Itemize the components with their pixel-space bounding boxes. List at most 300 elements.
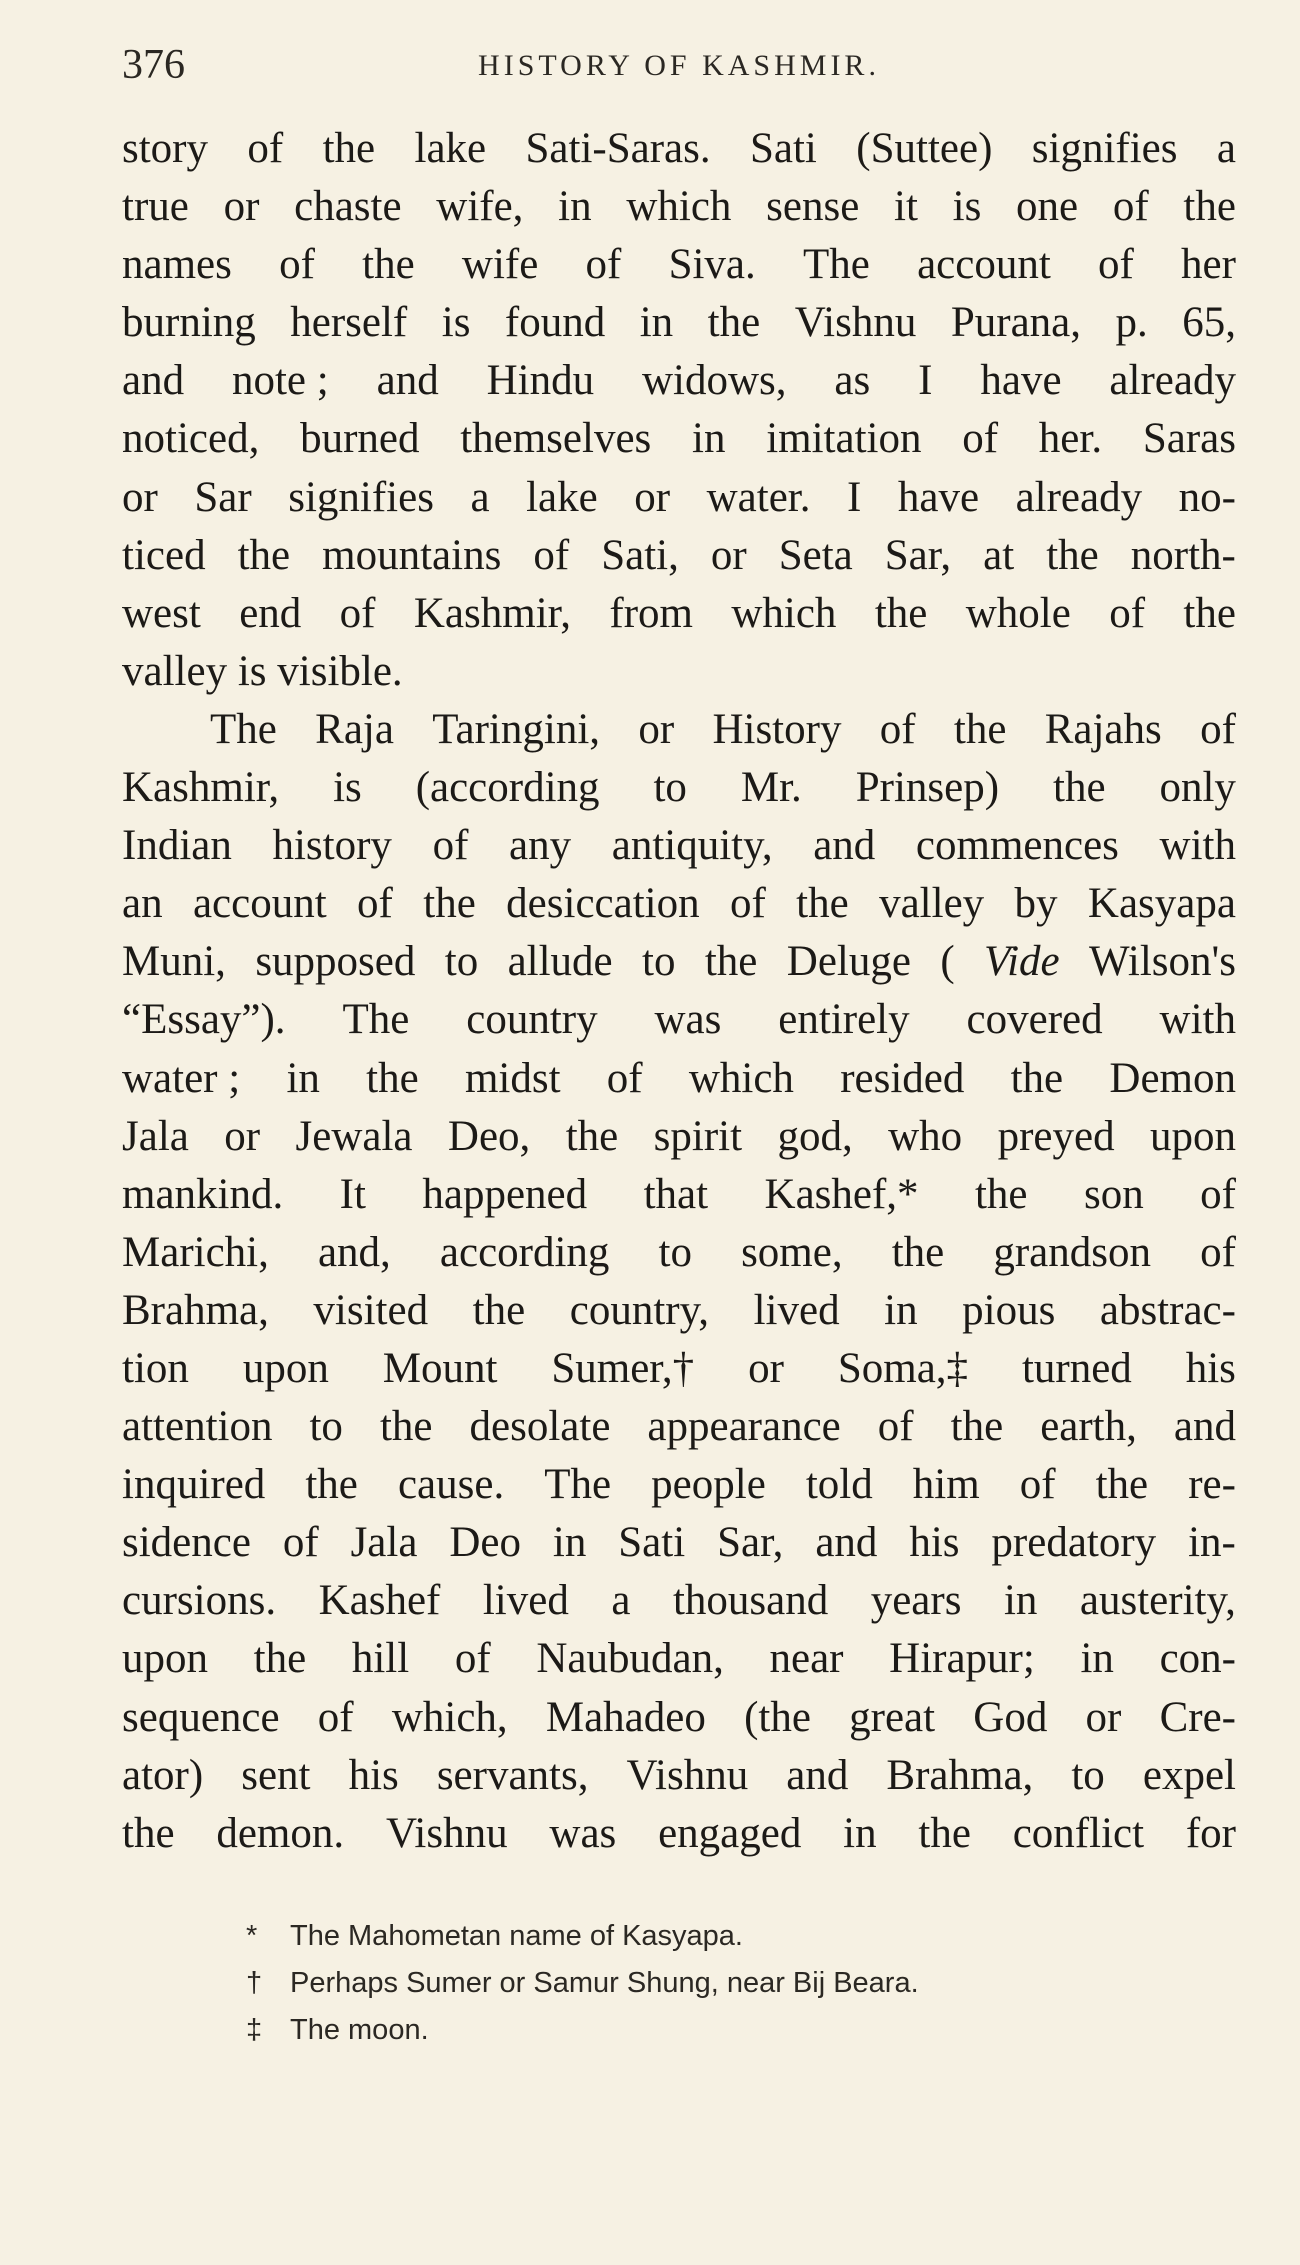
word: with [1159,996,1236,1044]
word: or [710,531,747,579]
text-line [122,1050,1236,1108]
word: the [1095,1461,1149,1509]
running-title: HISTORY OF KASHMIR. [478,49,880,82]
word: of [1019,1461,1056,1509]
word: of [877,1403,914,1451]
word: his [1185,1344,1236,1392]
word: Jala [122,1112,189,1160]
word: end [239,589,302,637]
word: of [606,1054,643,1102]
word: Deluge [786,938,911,986]
word: Kashmir, [413,589,571,637]
word: wife [461,241,539,289]
word: a [470,473,490,521]
word: Muni, [122,938,226,986]
word: the [423,880,476,928]
footnote-text: The Mahometan name of Kasyapa. [290,1920,743,1952]
footnote-text: The moon. [290,2014,429,2046]
word: pious [962,1286,1056,1334]
word: account [192,880,327,928]
word: a [1216,125,1236,172]
word: the [122,1809,175,1857]
word: signifies [1031,125,1178,172]
word: Kashef [318,1577,441,1625]
word: I [918,357,933,405]
word: history [272,822,392,870]
word: and [376,357,439,405]
word: Cre- [1159,1693,1236,1741]
footnote-mark: ‡ [246,2014,263,2046]
text-line [122,585,1236,643]
word: abstrac- [1099,1286,1236,1334]
word: according [439,1228,610,1276]
word: was [549,1809,617,1857]
word: midst [464,1054,561,1102]
text-line [122,643,1236,701]
word: the [974,1170,1028,1218]
word: the [918,1809,971,1857]
word: ticed [122,531,206,579]
word: whole [965,589,1071,637]
word: and [1173,1403,1236,1451]
word: Naubudan, [536,1635,724,1683]
text-line [122,1689,1236,1747]
text-line [122,1166,1236,1224]
word: inquired [122,1461,266,1509]
word: for [1185,1809,1236,1857]
word: desiccation [506,880,700,928]
word: years [870,1577,962,1625]
word: valley [879,880,985,928]
word: sidence [122,1519,251,1567]
word: is [333,764,362,812]
word: found [504,299,606,347]
word: told [805,1461,873,1509]
word: some, [741,1228,843,1276]
word: Mount [382,1344,498,1392]
word: him [912,1461,980,1509]
word: Sati [618,1519,686,1567]
word: spirit [653,1112,743,1160]
word: Demon [1109,1054,1236,1102]
word: or [638,705,675,753]
word: (the [744,1693,811,1741]
word: The [802,241,870,289]
word: to [1071,1751,1105,1799]
word: covered [966,996,1103,1044]
page-number: 376 [122,42,185,88]
word: of [879,705,916,753]
word: tion [122,1344,189,1392]
word: sense [766,183,860,231]
word: valley [122,647,228,695]
word: or [122,473,158,521]
text-line [122,469,1236,527]
word: Vishnu [385,1809,508,1857]
text-line [122,120,1236,178]
word: p. [1115,299,1148,347]
word: the [472,1286,526,1334]
word: the [1046,531,1099,579]
word: of [454,1635,491,1683]
word: (according [415,764,600,812]
footnote [122,1913,1236,1960]
word: Sati-Saras. [525,125,711,172]
word: demon. [216,1809,345,1857]
word: God [973,1693,1048,1741]
word: at [983,531,1015,579]
word: or [748,1344,784,1392]
word: people [651,1461,766,1509]
footnote-mark: * [246,1920,258,1952]
word: any [509,822,572,870]
text-line [122,1456,1236,1514]
word: the [237,531,291,579]
word: her. [1038,415,1103,463]
word: already [1015,473,1143,521]
word: the [1010,1054,1064,1102]
word: resided [840,1054,965,1102]
word: which [731,589,837,637]
word: 65, [1182,299,1236,347]
word: Brahma, [122,1286,269,1334]
word: his [348,1751,399,1799]
word: water ; [122,1054,241,1102]
word: of [962,415,999,463]
word: in [1080,1635,1114,1683]
word: imitation [766,415,922,463]
word: The [210,705,277,753]
word: ( [940,938,955,986]
body-text [122,120,1236,1863]
text-line [122,1398,1236,1456]
word: in [639,299,674,347]
word: of [279,241,315,289]
word: one [1016,183,1079,231]
word: or [1085,1693,1122,1741]
text-line [122,759,1236,817]
word: Jala [350,1519,418,1567]
word: of [1109,589,1146,637]
word: or [224,1112,261,1160]
word: supposed [255,938,416,986]
word: water. [706,473,811,521]
word: upon [242,1344,329,1392]
word: Deo [449,1519,521,1567]
word: country, [569,1286,710,1334]
word: antiquity, [611,822,773,870]
word: Seta [778,531,853,579]
word: Rajahs [1044,705,1162,753]
word: was [654,996,722,1044]
word: Wilson's [1089,938,1236,986]
word: chaste [294,183,402,231]
word: in [692,415,726,463]
word: an [122,880,163,928]
word: lake [526,473,598,521]
word: Siva. [668,241,756,289]
word: widows, [641,357,787,405]
word: or [634,473,671,521]
word: signifies [288,473,434,521]
word: story [122,125,208,172]
word: Jewala [295,1112,413,1160]
word: already [1109,357,1236,405]
word: themselves [460,415,652,463]
word: austerity, [1079,1577,1236,1625]
word: Taringini, [432,705,601,753]
word: account [917,241,1051,289]
word: thousand [672,1577,829,1625]
word: of [533,531,570,579]
word: and [122,357,185,405]
word: names [122,241,232,289]
word: that [643,1170,709,1218]
word: the [322,125,376,172]
word: is [237,647,267,695]
text-line [122,236,1236,294]
word: conflict [1012,1809,1145,1857]
word: have [897,473,980,521]
word: of [1200,705,1236,753]
word: is [952,183,982,231]
word: of [1097,241,1134,289]
word: lived [753,1286,840,1334]
word: Purana, [950,299,1081,347]
word: Raja [315,705,394,753]
text-line [122,991,1236,1049]
text-line [122,817,1236,875]
word: have [980,357,1062,405]
word: (Suttee) [856,125,993,172]
word: her [1181,241,1236,289]
word: north- [1130,531,1236,579]
word: visible. [277,647,403,695]
word: the [796,880,849,928]
word: the [950,1403,1004,1451]
word: Sati [749,125,817,172]
word: god, [777,1112,853,1160]
word: Kashmir, [122,764,280,812]
text-line [122,1747,1236,1805]
word: of [1200,1228,1236,1276]
word: engaged [658,1809,802,1857]
word: and [815,1519,878,1567]
word: Mahadeo [545,1693,706,1741]
word: sequence [122,1693,280,1741]
word: in [1003,1577,1038,1625]
text-line [122,1108,1236,1166]
word: upon [1150,1112,1236,1160]
word: turned [1021,1344,1132,1392]
word: The [544,1461,612,1509]
word: the [1183,183,1236,231]
word: and [786,1751,849,1799]
footnote-text: Perhaps Sumer or Samur Shung, near Bij Beara. [290,1967,919,1999]
word: of [432,822,469,870]
text-line [122,352,1236,410]
word: of [317,1693,354,1741]
word: only [1159,764,1236,812]
word: burning [122,299,256,347]
word: the [704,938,758,986]
word: mankind. [122,1170,284,1218]
text-line [122,1630,1236,1688]
word: re- [1188,1461,1236,1509]
word: visited [313,1286,429,1334]
word: happened [422,1170,588,1218]
word: to [309,1403,343,1451]
word: preyed [997,1112,1115,1160]
word: Sar, [717,1519,784,1567]
text-line [122,1340,1236,1398]
word: allude [507,938,613,986]
word: Kasyapa [1087,880,1236,928]
word: no- [1178,473,1236,521]
word: of [729,880,766,928]
word: of [339,589,376,637]
word: of [357,880,393,928]
word: in [843,1809,877,1857]
word: who [888,1112,963,1160]
word: Soma,‡ [837,1344,969,1392]
word: “Essay”). [122,996,286,1044]
word: with [1159,822,1236,870]
word: a [611,1577,631,1625]
word: the [953,705,1007,753]
word: the [891,1228,945,1276]
word: to [444,938,479,986]
word: Mr. [740,764,802,812]
text-line [122,875,1236,933]
word: Saras [1142,415,1236,463]
word: of [247,125,284,172]
word: cause. [397,1461,505,1509]
word: hill [351,1635,410,1683]
word: the [707,299,761,347]
word: grandson [993,1228,1151,1276]
word: Sati, [601,531,679,579]
word: earth, [1040,1403,1137,1451]
word: and [813,822,876,870]
word: desolate [469,1403,611,1451]
word: as [834,357,871,405]
word: from [609,589,693,637]
word: I [847,473,862,521]
word: The [342,996,410,1044]
word: Indian [122,822,232,870]
word: lived [482,1577,569,1625]
word: appearance [647,1403,841,1451]
word: entirely [778,996,910,1044]
word: Vishnu [794,299,917,347]
word: the [362,241,415,289]
word: expel [1142,1751,1236,1799]
text-line [122,178,1236,236]
word: which [688,1054,794,1102]
word: and, [317,1228,391,1276]
word: the [379,1403,433,1451]
word: It [339,1170,366,1218]
word: it [894,183,918,231]
word: mountains [322,531,502,579]
word: con- [1159,1635,1236,1683]
text-line [122,410,1236,468]
word: in [286,1054,320,1102]
word: of [1200,1170,1236,1218]
text-line [122,1572,1236,1630]
word: Sar, [884,531,952,579]
word: son [1083,1170,1144,1218]
word: Prinsep) [855,764,1000,812]
word: cursions. [122,1577,277,1625]
word: the [366,1054,419,1102]
text-line [122,933,1236,991]
word: is [441,299,471,347]
word: lake [414,125,487,172]
word: true [122,183,189,231]
word: burned [300,415,420,463]
word: note ; [231,357,329,405]
text-line [122,1514,1236,1572]
word: to [658,1228,692,1276]
word: the [305,1461,358,1509]
word: or [223,183,260,231]
word: by [1014,880,1058,928]
running-head [122,40,1236,90]
word: which, [391,1693,508,1741]
word: Sumer,† [551,1344,695,1392]
word: Vide [984,938,1060,986]
word: in [558,183,592,231]
word: in [552,1519,587,1567]
word: sent [241,1751,311,1799]
word: upon [122,1635,208,1683]
footnote-mark: † [246,1967,263,1999]
word: the [874,589,928,637]
word: noticed, [122,415,260,463]
word: in [884,1286,918,1334]
word: wife, [436,183,524,231]
word: to [653,764,687,812]
word: attention [122,1403,273,1451]
word: in- [1188,1519,1236,1567]
footnotes [122,1913,1236,2054]
footnote [122,2007,1236,2054]
word: near [769,1635,844,1683]
word: ator) [122,1751,204,1799]
word: Hindu [486,357,595,405]
word: the [565,1112,619,1160]
word: which [626,183,732,231]
text-line [122,1805,1236,1863]
word: servants, [436,1751,589,1799]
footnote [122,1960,1236,2007]
text-line [122,1224,1236,1282]
word: History [712,705,842,753]
word: the [1183,589,1236,637]
word: the [253,1635,307,1683]
word: Hirapur; [889,1635,1035,1683]
word: country [466,996,598,1044]
word: predatory [991,1519,1157,1567]
word: great [849,1693,936,1741]
word: Brahma, [886,1751,1034,1799]
word: to [642,938,676,986]
word: Sar [194,473,252,521]
text-line [122,527,1236,585]
text-line [122,701,1236,759]
